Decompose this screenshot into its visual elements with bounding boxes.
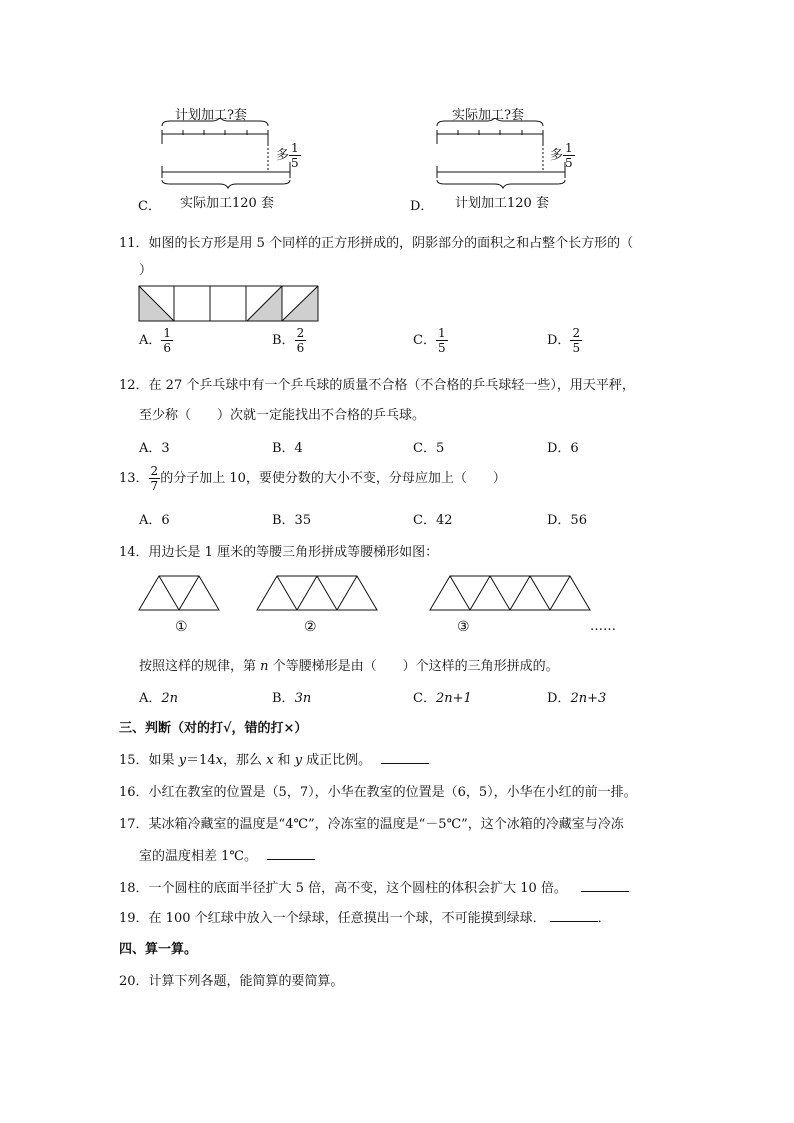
q20-text: 20．计算下列各题，能简算的要简算。 [119,974,344,989]
q15-a: 15．如果 [119,753,179,768]
frac-num: 2 [296,326,305,340]
q11-option-b[interactable] [272,327,306,354]
q18-answer-blank[interactable] [581,881,629,892]
q10-c-letter: C． [138,199,161,214]
q10-c-frac-den: 5 [291,156,299,170]
q13-number: 13． [119,471,149,486]
option-letter: D． [547,333,571,348]
q12-option-c[interactable]: C．5 [413,441,445,456]
q13-text: 的分子加上 10，要使分数的大小不变，分母应加上（ ） [160,471,506,486]
q19-answer-blank[interactable] [550,911,598,922]
q12-option-a[interactable]: A．3 [139,441,170,456]
option-letter: B． [272,333,295,348]
frac-den: 6 [296,341,305,355]
frac-num: 1 [163,326,172,340]
q11-option-d[interactable] [547,327,582,354]
q11-text: 11．如图的长方形是用 5 个同样的正方形拼成的，阴影部分的面积之和占整个长方形的（ [119,236,634,251]
frac-den: 7 [150,479,159,493]
frac-den: 5 [437,341,446,355]
q14-trapezoid-2 [255,574,379,612]
q14-rule [139,655,559,674]
q16-text: 16．小红在教室的位置是（5，7），小华在教室的位置是（6，5），小华在小红的前一排。 [119,785,637,800]
q11-text-cont: ） [139,263,153,278]
q11-rectangle-figure [138,285,320,323]
option-letter: A． [139,691,162,706]
q10-d-more [550,142,575,169]
q12-option-b[interactable]: B．4 [272,441,303,456]
q14-rule-suffix: 个等腰梯形是由（ ）个这样的三角形拼成的。 [268,659,559,674]
option-letter: A． [139,333,162,348]
option-letter: B． [272,691,295,706]
q13-option-b[interactable]: B．35 [272,513,312,528]
q15-b: y [178,753,187,768]
q13-option-c[interactable]: C．42 [413,513,453,528]
q12-text-cont: 至少称（ ）次就一定能找出不合格的乒乓球。 [139,408,426,423]
q14-trapezoid-3 [428,574,592,612]
q10-d-frac-num: 1 [565,141,573,155]
section-4-heading: 四、算一算。 [119,942,198,957]
q17-line2-text: 室的温度相差 1℃。 [139,849,257,864]
q14-label-3: ③ [457,619,470,635]
q14-text: 14．用边长是 1 厘米的等腰三角形拼成等腰梯形如图： [119,545,439,560]
option-value: 2n+1 [435,691,472,706]
q13-option-d[interactable]: D．56 [547,513,587,528]
frac-den: 5 [572,341,581,355]
q14-option-b[interactable] [272,687,311,706]
q10-d-top-label: 实际加工?套 [452,108,524,123]
option-value: 3n [294,691,312,706]
option-letter: D． [547,691,571,706]
q14-option-a[interactable] [139,687,178,706]
q10-d-fraction [563,142,575,169]
q10-d-frac-den: 5 [565,156,573,170]
frac-num: 2 [572,326,581,340]
section-3-heading: 三、判断（对的打√，错的打×） [119,721,308,736]
q17-answer-blank[interactable] [267,849,315,860]
q14-option-d[interactable] [547,687,606,706]
frac-num: 1 [437,326,446,340]
q13-line [119,465,506,492]
q10-c-top-label: 计划加工?套 [175,108,247,123]
q13-option-a[interactable]: A．6 [139,513,170,528]
q15-g: 和 [273,753,295,768]
q14-option-c[interactable] [413,687,472,706]
q15-line [119,749,429,768]
q10-d-bottom-label: 计划加工120 套 [455,196,549,211]
q18-text: 18．一个圆柱的底面半径扩大 5 倍，高不变，这个圆柱的体积会扩大 10 倍。 [119,881,567,896]
q10-d-more-text: 多 [550,148,564,163]
q17-line2 [139,845,315,864]
q10-c-frac-num: 1 [291,141,299,155]
q15-h: y [294,753,303,768]
option-letter: C． [413,691,436,706]
q10-c-more [276,142,301,169]
q15-answer-blank[interactable] [381,753,429,764]
frac-den: 6 [163,341,172,355]
option-value: 2n+3 [570,691,607,706]
q15-e: ，那么 [222,753,267,768]
q14-trapezoid-1 [137,574,221,612]
q15-d: x [215,753,223,768]
q15-f: x [266,753,274,768]
q11-option-c[interactable] [413,327,448,354]
q19-end: ． [597,911,611,926]
q14-rule-var: n [260,659,269,674]
q15-i: 成正比例。 [302,753,372,768]
option-letter: C． [413,333,436,348]
q12-option-d[interactable]: D．6 [547,441,579,456]
q12-text: 12．在 27 个乒乓球中有一个乒乓球的质量不合格（不合格的乒乓球轻一些），用天平秤， [119,378,635,393]
q10-c-fraction [289,142,301,169]
q19-text: 19．在 100 个红球中放入一个绿球，任意摸出一个球，不可能摸到绿球． [119,911,546,926]
q10-d-letter: D． [410,199,434,214]
q14-rule-prefix: 按照这样的规律，第 [139,659,261,674]
q14-label-2: ② [304,619,317,635]
frac-num: 2 [150,464,159,478]
q15-c: ＝14 [186,753,216,768]
q11-option-a[interactable] [139,327,173,354]
q19-line [119,907,611,926]
q10-c-more-text: 多 [276,148,290,163]
option-value: 2n [161,691,179,706]
q10-c-bottom-label: 实际加工120 套 [180,196,274,211]
q14-dots: …… [590,619,616,634]
q13-fraction [149,465,161,492]
q17-line1: 17．某冰箱冷藏室的温度是“4℃”，冷冻室的温度是“－5℃”，这个冰箱的冷藏室与冷冻 [119,817,624,832]
q14-label-1: ① [175,619,188,635]
q18-line [119,877,629,896]
